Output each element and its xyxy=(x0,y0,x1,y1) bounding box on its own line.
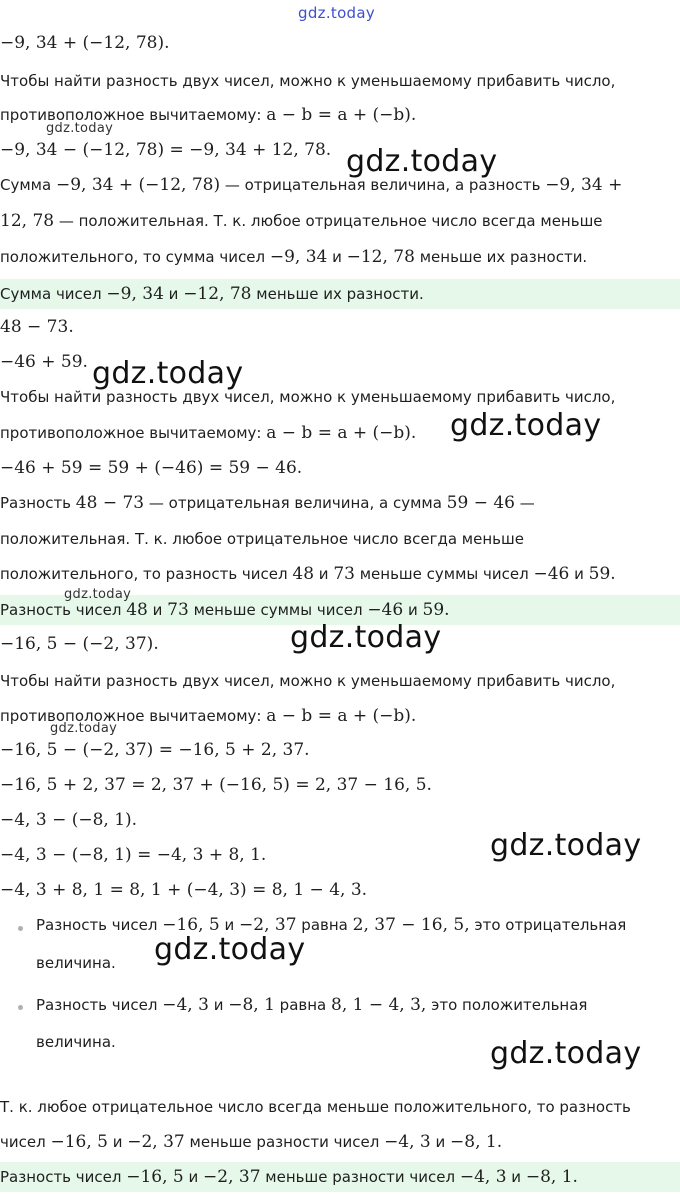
text-part: Разность чисел xyxy=(0,1168,127,1186)
text-part: — отрицательная величина, а сумма xyxy=(144,494,447,512)
text-part: положительного, то сумма чисел xyxy=(0,248,270,266)
expression-4: −16, 5 − (−2, 37). xyxy=(0,634,159,654)
text-part: и xyxy=(107,1133,128,1151)
watermark: gdz.today xyxy=(346,144,498,179)
math-part: 59. xyxy=(588,564,616,584)
equation-1: −9, 34 − (−12, 78) = −9, 34 + 12, 78. xyxy=(0,140,332,160)
rule-formula: a − b = a + (−b). xyxy=(266,105,417,125)
math-part: −4, 3 xyxy=(384,1132,431,1152)
explanation-2 xyxy=(0,208,680,234)
bullet-2-line-2: величина. xyxy=(36,1033,116,1051)
text-part: и xyxy=(147,601,168,619)
explanation-4 xyxy=(0,490,680,516)
math-part: −46 xyxy=(533,564,570,584)
text-part: и xyxy=(430,1133,451,1151)
text-part: и xyxy=(403,601,423,619)
math-part: 48 − 73 xyxy=(75,493,145,513)
text-part: Разность чисел xyxy=(0,601,127,619)
math-part: 48 xyxy=(126,600,148,620)
text-part: равна xyxy=(296,916,353,934)
math-part: −16, 5 xyxy=(162,915,220,935)
bullet-1-line-1 xyxy=(36,912,626,938)
equation-5: −4, 3 − (−8, 1) = −4, 3 + 8, 1. xyxy=(0,845,267,865)
watermark: gdz.today xyxy=(50,721,118,736)
text-part: меньше разности чисел xyxy=(184,1133,385,1151)
bullet-1-line-2: величина. xyxy=(36,954,116,972)
conclusion-1: Т. к. любое отрицательное число всегда меньше положительного, то разность xyxy=(0,1098,631,1116)
math-part: 59. xyxy=(422,600,450,620)
text-part: Разность xyxy=(0,494,76,512)
rule-text-1: Чтобы найти разность двух чисел, можно к уменьшаемому прибавить число, xyxy=(0,72,616,90)
math-part: −2, 37 xyxy=(127,1132,185,1152)
answer-highlight-1 xyxy=(0,279,680,309)
watermark: gdz.today xyxy=(490,1036,642,1071)
answer-highlight-3 xyxy=(0,1162,680,1192)
math-part: 48 xyxy=(292,564,315,584)
watermark: gdz.today xyxy=(450,408,602,443)
text-part: положительного, то разность чисел xyxy=(0,565,293,583)
math-part: −8, 1 xyxy=(228,995,275,1015)
text-part: — положительная. Т. к. любое отрицательное число всегда меньше xyxy=(54,212,603,230)
text-part: равна xyxy=(274,996,331,1014)
text-part: и xyxy=(506,1168,526,1186)
math-part: −2, 37 xyxy=(239,915,297,935)
watermark: gdz.today xyxy=(92,356,244,391)
bullet-2-line-1 xyxy=(36,992,587,1018)
math-part: −4, 3 xyxy=(459,1167,507,1187)
math-part: −12, 78 xyxy=(346,247,415,267)
text-part: Сумма xyxy=(0,176,56,194)
watermark: gdz.today xyxy=(46,121,114,136)
text-part: меньше разности чисел xyxy=(260,1168,460,1186)
text-part: и xyxy=(569,565,589,583)
rule-text-part: противоположное вычитаемому: xyxy=(0,106,267,124)
math-part: −2, 37 xyxy=(203,1167,261,1187)
text-part: и xyxy=(183,1168,204,1186)
conclusion-2 xyxy=(0,1129,680,1155)
text-part: Разность чисел xyxy=(36,916,163,934)
watermark: gdz.today xyxy=(290,620,442,655)
math-part: −9, 34 xyxy=(106,284,164,304)
bullet-dot xyxy=(18,1005,23,1010)
rule-text-part: противоположное вычитаемому: xyxy=(0,424,267,442)
equation-4: −16, 5 + 2, 37 = 2, 37 + (−16, 5) = 2, 37 − 16, 5. xyxy=(0,775,432,795)
text-part: и xyxy=(208,996,229,1014)
text-part: это отрицательная xyxy=(469,916,627,934)
expression-1: −9, 34 + (−12, 78). xyxy=(0,33,170,53)
math-part: 8, 1 − 4, 3, xyxy=(331,995,427,1015)
math-part: 12, 78 xyxy=(0,211,55,231)
text-part: меньше их разности. xyxy=(414,248,588,266)
math-part: −16, 5 xyxy=(126,1167,184,1187)
watermark: gdz.today xyxy=(154,932,306,967)
watermark: gdz.today xyxy=(490,828,642,863)
explanation-6 xyxy=(0,561,680,587)
math-part: 59 − 46 xyxy=(446,493,515,513)
text-part: и xyxy=(219,916,240,934)
math-part: −4, 3 xyxy=(162,995,209,1015)
math-part: −16, 5 xyxy=(50,1132,108,1152)
watermark: gdz.today xyxy=(64,587,132,602)
text-part: меньше их разности. xyxy=(251,285,424,303)
text-part: и xyxy=(163,285,184,303)
math-part: −8, 1. xyxy=(450,1132,503,1152)
rule-text-part: противоположное вычитаемому: xyxy=(0,707,267,725)
explanation-1 xyxy=(0,172,680,198)
equation-6: −4, 3 + 8, 1 = 8, 1 + (−4, 3) = 8, 1 − 4, 3. xyxy=(0,880,368,900)
math-part: 73 xyxy=(333,564,355,584)
text-part: и xyxy=(327,248,347,266)
text-part: — xyxy=(515,494,535,512)
text-part: — отрицательная величина, а разность xyxy=(220,176,546,194)
equation-2: −46 + 59 = 59 + (−46) = 59 − 46. xyxy=(0,458,303,478)
text-part: Разность чисел xyxy=(36,996,163,1014)
math-part: −46 xyxy=(367,600,404,620)
math-part: 73 xyxy=(167,600,189,620)
explanation-5: положительная. Т. к. любое отрицательное число всегда меньше xyxy=(0,530,524,548)
text-part: Сумма чисел xyxy=(0,285,107,303)
rule-formula: a − b = a + (−b). xyxy=(266,423,417,443)
text-part: это положительная xyxy=(426,996,588,1014)
text-part: чисел xyxy=(0,1133,51,1151)
math-part: −8, 1. xyxy=(525,1167,578,1187)
equation-3: −16, 5 − (−2, 37) = −16, 5 + 2, 37. xyxy=(0,740,310,760)
bullet-dot xyxy=(18,926,23,931)
math-part: −9, 34 xyxy=(269,247,328,267)
explanation-3 xyxy=(0,244,680,270)
watermark: gdz.today xyxy=(298,4,376,22)
expression-5: −4, 3 − (−8, 1). xyxy=(0,810,138,830)
math-part: −9, 34 + xyxy=(545,175,623,195)
text-part: меньше суммы чисел xyxy=(188,601,368,619)
expression-3: −46 + 59. xyxy=(0,352,88,372)
rule-text-3: Чтобы найти разность двух чисел, можно к уменьшаемому прибавить число, xyxy=(0,388,616,406)
text-part: меньше суммы чисел xyxy=(354,565,534,583)
text-part: и xyxy=(314,565,334,583)
math-part: 2, 37 − 16, 5, xyxy=(352,915,470,935)
expression-2: 48 − 73. xyxy=(0,317,74,337)
rule-formula: a − b = a + (−b). xyxy=(266,706,417,726)
math-part: −9, 34 + (−12, 78) xyxy=(55,175,221,195)
math-part: −12, 78 xyxy=(183,284,252,304)
rule-text-5: Чтобы найти разность двух чисел, можно к уменьшаемому прибавить число, xyxy=(0,672,616,690)
